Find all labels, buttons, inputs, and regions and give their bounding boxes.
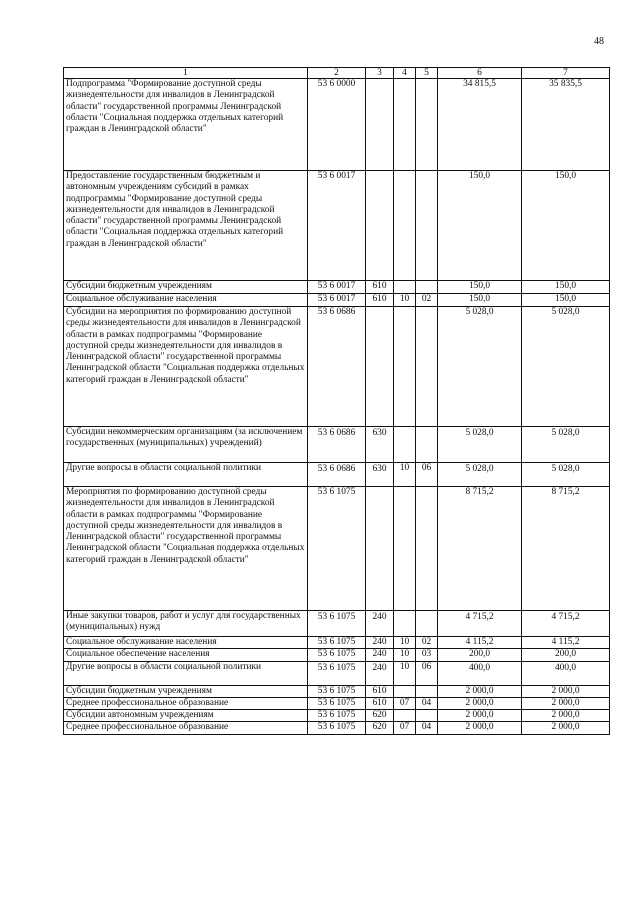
row-code-cell: 53 6 1075 — [308, 722, 366, 734]
budget-table — [63, 67, 610, 735]
table-row — [64, 171, 610, 281]
header-cell: 5 — [416, 68, 438, 79]
row-code-cell: 53 6 0686 — [308, 307, 366, 427]
row-code-cell: 53 6 1075 — [308, 637, 366, 649]
row-amount-col7-cell: 2 000,0 — [522, 697, 610, 709]
row-expense-type-cell: 620 — [366, 710, 394, 722]
table-row — [64, 307, 610, 427]
row-expense-type-cell: 240 — [366, 611, 394, 637]
row-amount-col6-cell: 2 000,0 — [438, 722, 522, 734]
row-name-cell: Социальное обслуживание населения — [64, 637, 308, 649]
table-row — [64, 281, 610, 294]
row-code-cell: 53 6 1075 — [308, 611, 366, 637]
row-subsection-cell — [416, 79, 438, 171]
table-header-row — [64, 68, 610, 79]
row-subsection-cell: 06 — [416, 661, 438, 685]
table-row — [64, 685, 610, 697]
row-amount-col6-cell: 200,0 — [438, 649, 522, 661]
header-cell: 1 — [64, 68, 308, 79]
row-name-cell: Социальное обслуживание населения — [64, 294, 308, 307]
header-cell: 3 — [366, 68, 394, 79]
row-section-cell: 07 — [394, 697, 416, 709]
row-name-cell: Социальное обеспечение населения — [64, 649, 308, 661]
row-code-cell: 53 6 1075 — [308, 710, 366, 722]
row-code-cell: 53 6 1075 — [308, 487, 366, 611]
page-number: 48 — [594, 36, 604, 47]
row-expense-type-cell: 240 — [366, 661, 394, 685]
row-expense-type-cell — [366, 487, 394, 611]
row-name-cell: Субсидии бюджетным учреждениям — [64, 281, 308, 294]
row-section-cell — [394, 171, 416, 281]
row-expense-type-cell: 240 — [366, 637, 394, 649]
table-row — [64, 649, 610, 661]
row-section-cell — [394, 427, 416, 463]
row-subsection-cell: 04 — [416, 697, 438, 709]
row-code-cell: 53 6 1075 — [308, 685, 366, 697]
row-amount-col6-cell: 150,0 — [438, 171, 522, 281]
header-cell: 6 — [438, 68, 522, 79]
row-expense-type-cell: 610 — [366, 281, 394, 294]
row-expense-type-cell: 620 — [366, 722, 394, 734]
header-cell: 2 — [308, 68, 366, 79]
row-subsection-cell — [416, 710, 438, 722]
row-expense-type-cell: 610 — [366, 697, 394, 709]
header-cell: 4 — [394, 68, 416, 79]
table-row — [64, 487, 610, 611]
row-section-cell — [394, 487, 416, 611]
table-row — [64, 661, 610, 685]
row-amount-col7-cell: 5 028,0 — [522, 427, 610, 463]
row-name-cell: Субсидии автономным учреждениям — [64, 710, 308, 722]
row-amount-col6-cell: 2 000,0 — [438, 710, 522, 722]
row-amount-col6-cell: 150,0 — [438, 294, 522, 307]
row-expense-type-cell — [366, 307, 394, 427]
row-subsection-cell: 03 — [416, 649, 438, 661]
row-section-cell — [394, 307, 416, 427]
row-amount-col6-cell: 4 715,2 — [438, 611, 522, 637]
row-name-cell: Среднее профессиональное образование — [64, 697, 308, 709]
row-subsection-cell — [416, 307, 438, 427]
row-subsection-cell: 06 — [416, 463, 438, 487]
row-amount-col7-cell: 8 715,2 — [522, 487, 610, 611]
table-row — [64, 637, 610, 649]
row-amount-col6-cell: 2 000,0 — [438, 685, 522, 697]
row-name-cell: Предоставление государственным бюджетным и автономным учреждениям субсидий в рамках подпрограммы "Формирование доступной среды жизнедеятельности для инвалидов в Ленинградской области" государственной программы Ленинградской области "Социальная поддержка отдельных категорий граждан в Ленинградской области" — [64, 171, 308, 281]
row-expense-type-cell: 630 — [366, 463, 394, 487]
row-amount-col7-cell: 2 000,0 — [522, 710, 610, 722]
row-section-cell: 07 — [394, 722, 416, 734]
row-expense-type-cell: 240 — [366, 649, 394, 661]
row-amount-col7-cell: 400,0 — [522, 661, 610, 685]
table-row — [64, 611, 610, 637]
row-section-cell: 10 — [394, 463, 416, 487]
row-amount-col7-cell: 5 028,0 — [522, 463, 610, 487]
row-expense-type-cell: 630 — [366, 427, 394, 463]
row-expense-type-cell — [366, 171, 394, 281]
row-amount-col7-cell: 5 028,0 — [522, 307, 610, 427]
row-amount-col7-cell: 150,0 — [522, 281, 610, 294]
row-section-cell — [394, 79, 416, 171]
row-name-cell: Другие вопросы в области социальной политики — [64, 661, 308, 685]
row-subsection-cell — [416, 685, 438, 697]
row-section-cell: 10 — [394, 637, 416, 649]
table-row — [64, 697, 610, 709]
row-amount-col6-cell: 8 715,2 — [438, 487, 522, 611]
row-subsection-cell: 02 — [416, 294, 438, 307]
row-subsection-cell — [416, 427, 438, 463]
row-name-cell: Субсидии на мероприятия по формированию доступной среды жизнедеятельности для инвалидов в Ленинградской области в рамках подпрограммы "Формирование доступной среды жизнедеятельности для инвалидов в Ленинградской области" государственной программы Ленинградской области "Социальная поддержка отдельных категорий граждан в Ленинградской области" — [64, 307, 308, 427]
row-section-cell: 10 — [394, 661, 416, 685]
row-amount-col7-cell: 150,0 — [522, 171, 610, 281]
row-section-cell — [394, 611, 416, 637]
row-subsection-cell: 04 — [416, 722, 438, 734]
row-code-cell: 53 6 0017 — [308, 281, 366, 294]
row-expense-type-cell: 610 — [366, 685, 394, 697]
table-row — [64, 463, 610, 487]
row-code-cell: 53 6 0686 — [308, 427, 366, 463]
row-section-cell — [394, 710, 416, 722]
row-amount-col6-cell: 5 028,0 — [438, 427, 522, 463]
row-amount-col6-cell: 34 815,5 — [438, 79, 522, 171]
row-code-cell: 53 6 0686 — [308, 463, 366, 487]
table-row — [64, 427, 610, 463]
row-name-cell: Среднее профессиональное образование — [64, 722, 308, 734]
table-row — [64, 710, 610, 722]
row-code-cell: 53 6 1075 — [308, 661, 366, 685]
row-section-cell — [394, 281, 416, 294]
row-amount-col7-cell: 4 115,2 — [522, 637, 610, 649]
row-name-cell: Мероприятия по формированию доступной среды жизнедеятельности для инвалидов в Ленинградской области в рамках подпрограммы "Формирование доступной среды жизнедеятельности для инвалидов в Ленинградской области" государственной программы Ленинградской области "Социальная поддержка отдельных категорий граждан в Ленинградской области" — [64, 487, 308, 611]
row-subsection-cell — [416, 611, 438, 637]
row-amount-col6-cell: 400,0 — [438, 661, 522, 685]
row-subsection-cell — [416, 171, 438, 281]
row-code-cell: 53 6 0017 — [308, 171, 366, 281]
row-subsection-cell: 02 — [416, 637, 438, 649]
row-name-cell: Другие вопросы в области социальной политики — [64, 463, 308, 487]
row-expense-type-cell: 610 — [366, 294, 394, 307]
header-cell: 7 — [522, 68, 610, 79]
row-expense-type-cell — [366, 79, 394, 171]
row-section-cell: 10 — [394, 294, 416, 307]
row-code-cell: 53 6 1075 — [308, 697, 366, 709]
table-row — [64, 722, 610, 734]
row-amount-col6-cell: 2 000,0 — [438, 697, 522, 709]
row-name-cell: Иные закупки товаров, работ и услуг для государственных (муниципальных) нужд — [64, 611, 308, 637]
row-name-cell: Подпрограмма "Формирование доступной среды жизнедеятельности для инвалидов в Ленинградской области" государственной программы Ленинградской области "Социальная поддержка отдельных категорий граждан в Ленинградской области" — [64, 79, 308, 171]
row-amount-col6-cell: 150,0 — [438, 281, 522, 294]
row-amount-col6-cell: 5 028,0 — [438, 463, 522, 487]
table-row — [64, 79, 610, 171]
row-code-cell: 53 6 1075 — [308, 649, 366, 661]
row-name-cell: Субсидии некоммерческим организациям (за исключением государственных (муниципальных) учреждений) — [64, 427, 308, 463]
row-amount-col7-cell: 35 835,5 — [522, 79, 610, 171]
row-amount-col7-cell: 2 000,0 — [522, 722, 610, 734]
row-amount-col6-cell: 5 028,0 — [438, 307, 522, 427]
row-code-cell: 53 6 0000 — [308, 79, 366, 171]
row-subsection-cell — [416, 487, 438, 611]
table-row — [64, 294, 610, 307]
row-name-cell: Субсидии бюджетным учреждениям — [64, 685, 308, 697]
row-amount-col7-cell: 4 715,2 — [522, 611, 610, 637]
row-code-cell: 53 6 0017 — [308, 294, 366, 307]
row-section-cell: 10 — [394, 649, 416, 661]
row-amount-col6-cell: 4 115,2 — [438, 637, 522, 649]
row-subsection-cell — [416, 281, 438, 294]
row-amount-col7-cell: 200,0 — [522, 649, 610, 661]
row-amount-col7-cell: 150,0 — [522, 294, 610, 307]
row-section-cell — [394, 685, 416, 697]
row-amount-col7-cell: 2 000,0 — [522, 685, 610, 697]
